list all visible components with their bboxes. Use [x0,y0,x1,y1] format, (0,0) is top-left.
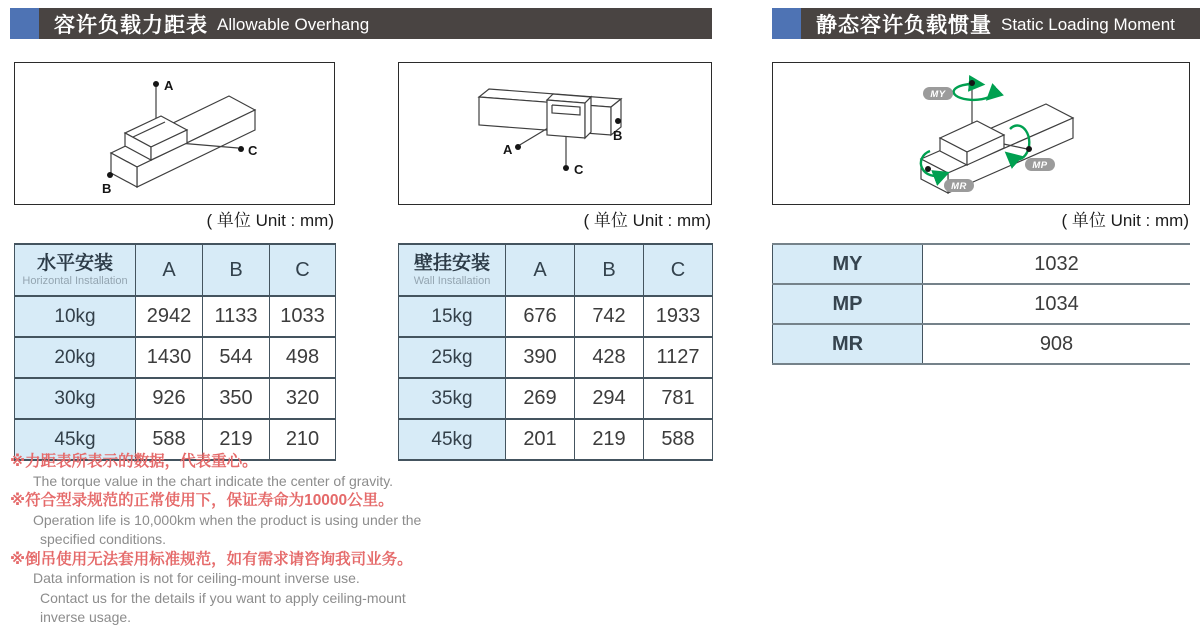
value-cell: 742 [575,296,644,337]
column-header-a: A [506,244,575,296]
moment-axes-drawing-icon [773,63,1191,204]
load-label: 15kg [399,296,506,337]
point-c-label: C [248,143,258,158]
value-cell: 588 [644,419,713,460]
column-header-a: A [136,244,203,296]
value-cell: 781 [644,378,713,419]
value-cell: 1430 [136,337,203,378]
table-header-row [399,244,713,296]
table-row [15,378,336,419]
moment-value: 908 [923,324,1191,364]
note-zh: ※倒吊使用无法套用标准规范，如有需求请咨询我司业务。 [10,550,413,568]
value-cell: 926 [136,378,203,419]
moment-value: 1032 [923,244,1191,284]
value-cell: 320 [270,378,336,419]
load-label: 20kg [15,337,136,378]
table-row [773,324,1191,364]
table-title-en: Horizontal Installation [22,274,128,287]
value-cell: 269 [506,378,575,419]
point-b-label: B [102,181,112,196]
table-title-zh: 水平安装 [36,253,113,275]
point-a-marker [515,144,521,150]
my-axis-marker [969,80,975,86]
note-zh: ※力距表所表示的数据，代表重心。 [10,453,258,470]
load-label: 10kg [15,296,136,337]
note-en: Operation life is 10,000km when the product is using under the [33,511,422,528]
wall-installation-diagram [398,62,712,205]
value-cell: 219 [575,419,644,460]
column-header-c: C [644,244,713,296]
value-cell: 588 [136,419,203,460]
table-row [399,296,713,337]
table-row [773,284,1191,324]
point-a-label: A [164,78,174,93]
table-row [773,244,1191,284]
point-c-marker [238,146,244,152]
mp-badge [1025,158,1055,171]
moment-diagram [772,62,1190,205]
wall-installation-table [398,243,713,461]
point-a-label: A [503,142,513,157]
value-cell: 544 [203,337,270,378]
moment-title-zh: 静态容许负载惯量 [816,13,992,37]
value-cell: 1133 [203,296,270,337]
svg-text:MR: MR [951,181,967,192]
section-header-allowable-overhang [10,8,712,39]
horizontal-installation-diagram [14,62,335,205]
wall-installation-section [398,62,712,461]
point-a-marker [153,81,159,87]
point-c-label: C [574,162,584,177]
unit-caption: ( 单位 Unit : mm) [1061,211,1189,230]
overhang-title-en: Allowable Overhang [217,15,370,34]
point-b-label: B [613,128,623,143]
moment-label: MR [773,324,923,364]
horizontal-installation-table [14,243,336,461]
value-cell: 201 [506,419,575,460]
value-cell: 676 [506,296,575,337]
my-badge [923,87,953,100]
table-header-row [15,244,336,296]
table-title-en: Wall Installation [413,274,491,287]
value-cell: 1033 [270,296,336,337]
value-cell: 498 [270,337,336,378]
mr-axis-marker [925,166,931,172]
header-accent-square [772,8,801,39]
header-accent-square [10,8,39,39]
static-moment-table [772,243,1190,365]
value-cell: 350 [203,378,270,419]
table-row [399,378,713,419]
overhang-title-zh: 容许负载力距表 [54,13,208,37]
unit-caption: ( 单位 Unit : mm) [206,211,334,230]
note-en: Data information is not for ceiling-mount inverse use. [33,570,360,586]
load-label: 45kg [399,419,506,460]
wall-rail-drawing-icon [399,63,713,204]
column-header-b: B [575,244,644,296]
static-moment-section [772,62,1190,365]
value-cell: 1933 [644,296,713,337]
unit-caption: ( 单位 Unit : mm) [583,211,711,230]
note-en: Contact us for the details if you want to apply ceiling-mount [40,589,406,606]
moment-label: MY [773,244,923,284]
mp-axis-marker [1026,146,1032,152]
mr-badge [944,179,974,192]
moment-label: MP [773,284,923,324]
point-b-marker [615,118,621,124]
column-header-b: B [203,244,270,296]
value-cell: 219 [203,419,270,460]
column-header-c: C [270,244,336,296]
table-row [15,337,336,378]
load-label: 45kg [15,419,136,460]
svg-text:MP: MP [1032,160,1048,171]
table-title-zh: 壁挂安装 [413,253,490,275]
moment-value: 1034 [923,284,1191,324]
note-en: inverse usage. [40,609,132,625]
note-en: specified conditions. [40,531,167,547]
value-cell: 428 [575,337,644,378]
table-row [15,296,336,337]
moment-title-en: Static Loading Moment [1001,15,1175,34]
point-b-marker [107,172,113,178]
footnotes [10,452,510,628]
note-en: The torque value in the chart indicate the center of gravity. [33,472,394,489]
svg-text:MY: MY [930,89,946,100]
load-label: 35kg [399,378,506,419]
horizontal-installation-section [14,62,335,461]
point-c-marker [563,165,569,171]
value-cell: 2942 [136,296,203,337]
section-header-static-loading-moment [772,8,1200,39]
load-label: 30kg [15,378,136,419]
load-label: 25kg [399,337,506,378]
value-cell: 210 [270,419,336,460]
rail-isometric-drawing-icon [15,63,336,204]
value-cell: 390 [506,337,575,378]
table-row [399,337,713,378]
note-zh: ※符合型录规范的正常使用下，保证寿命为10000公里。 [10,492,394,509]
value-cell: 1127 [644,337,713,378]
my-rotation-arrow-icon [954,84,992,100]
value-cell: 294 [575,378,644,419]
